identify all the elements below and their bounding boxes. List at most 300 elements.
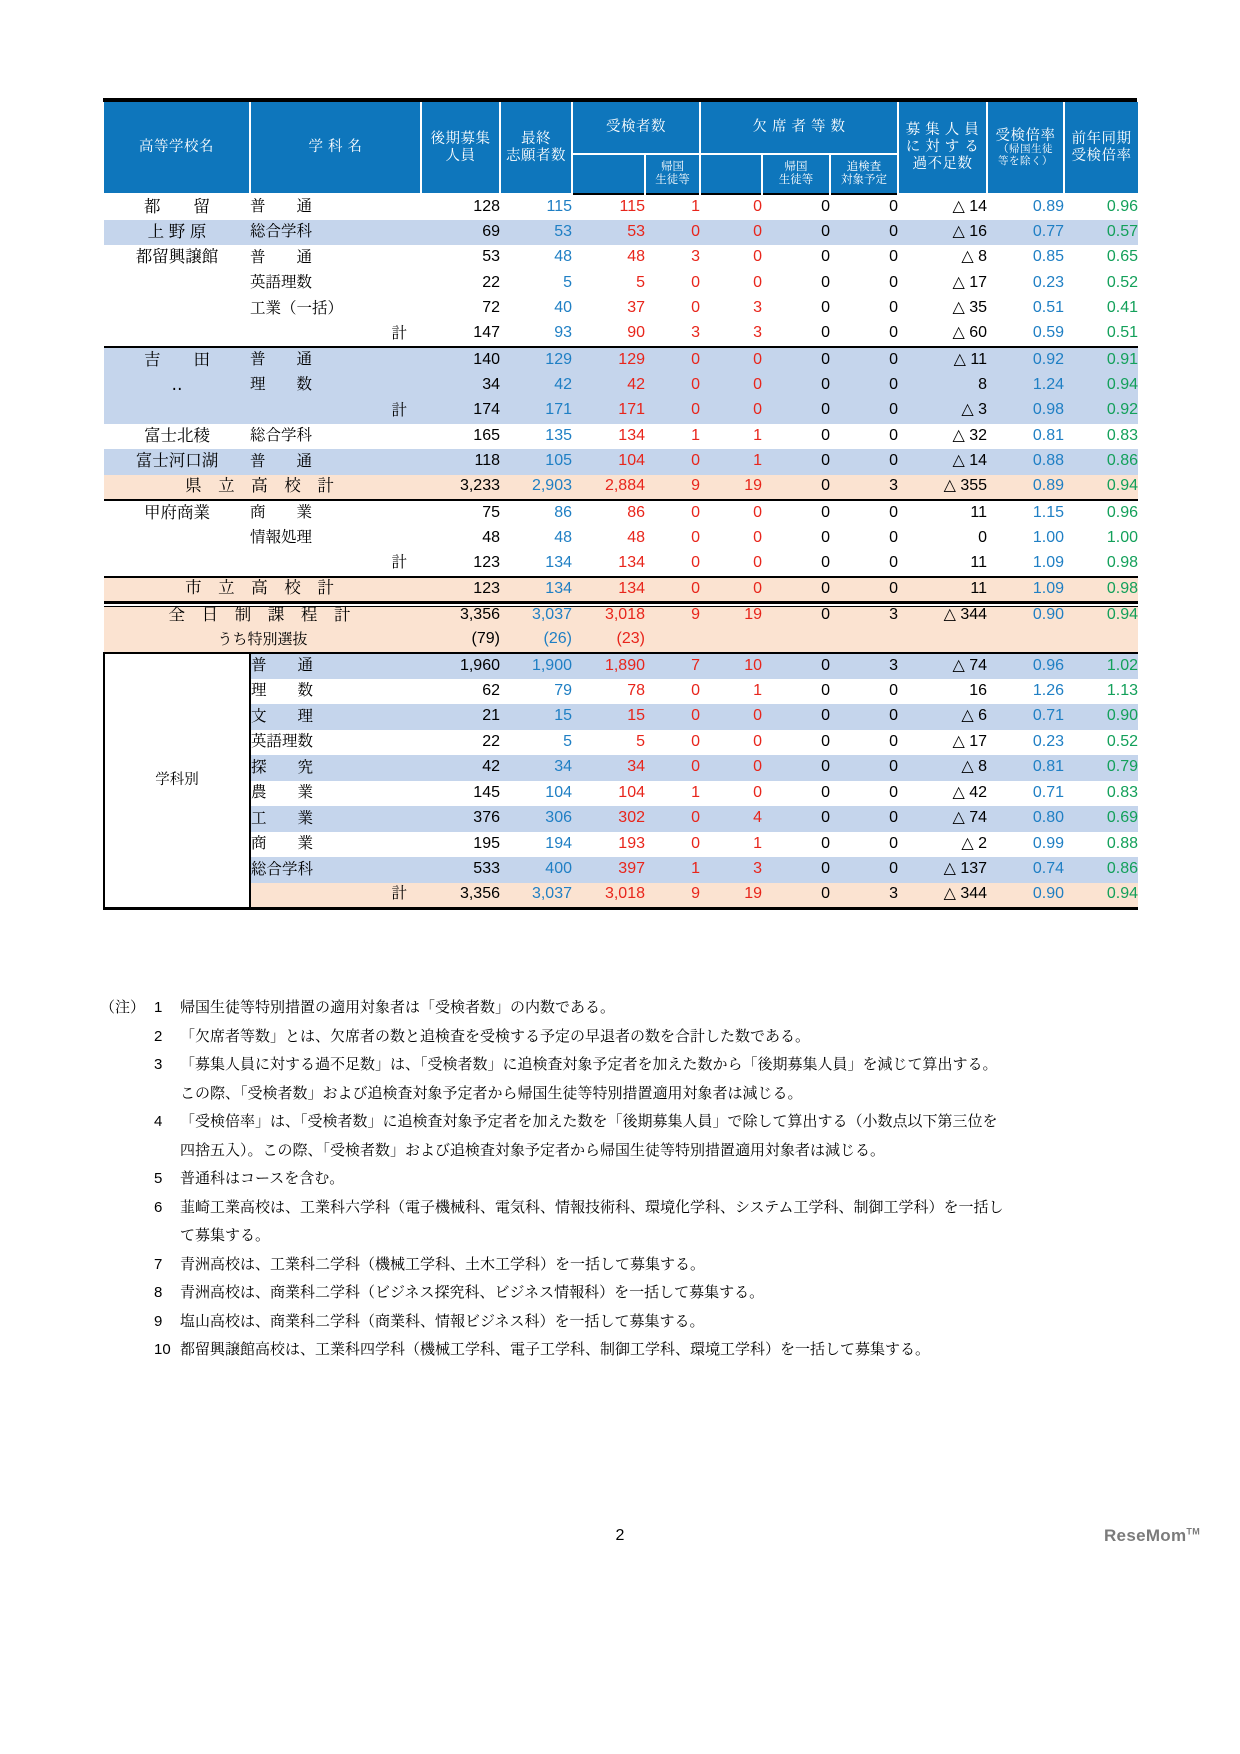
- footnote-number: 1: [154, 999, 163, 1016]
- data-value-col10: 0.86: [1064, 857, 1138, 883]
- table-bottom-rule-cell: [104, 908, 1138, 911]
- summary-value-col8: △ 344: [898, 602, 987, 628]
- table-row: [104, 679, 1138, 705]
- data-value-col1: 42: [421, 755, 500, 781]
- footnote-text: 塩山高校は、商業科二学科（商業科、情報ビジネス科）を一括して募集する。: [180, 1312, 705, 1330]
- data-value-col1: 21: [421, 704, 500, 730]
- header-capacity-line1: 後期募集: [430, 130, 491, 147]
- data-value-col9: 0.81: [987, 755, 1064, 781]
- data-value-col3: 104: [572, 781, 645, 807]
- data-value-col9: 0.23: [987, 271, 1064, 297]
- data-value-col8: △ 3: [898, 398, 987, 424]
- data-value-col2: 129: [500, 347, 572, 373]
- data-value-col7: 0: [830, 781, 898, 807]
- department-name-cell: 商 業: [250, 832, 421, 858]
- table-row: [104, 347, 1138, 373]
- data-value-col10: 0.96: [1064, 500, 1138, 526]
- header-retest-line1: 追検査: [846, 160, 882, 173]
- data-value-col4: 0: [645, 679, 700, 705]
- data-value-col5: 0: [700, 194, 762, 220]
- school-name-cell: 上 野 原: [104, 220, 250, 246]
- data-value-col9: 1.15: [987, 500, 1064, 526]
- data-value-col3: 3,018: [572, 883, 645, 909]
- summary-value-col5: 0: [700, 577, 762, 603]
- footnote-number: 7: [154, 1255, 163, 1273]
- data-value-col9: 0.96: [987, 653, 1064, 679]
- summary-value-col10: 0.94: [1064, 475, 1138, 501]
- data-value-col7: 0: [830, 245, 898, 271]
- department-name-cell: 情報処理: [250, 526, 421, 552]
- summary-value-col9: 0.89: [987, 475, 1064, 501]
- data-value-col9: 0.59: [987, 322, 1064, 348]
- data-value-col8: △ 2: [898, 832, 987, 858]
- data-value-col1: 533: [421, 857, 500, 883]
- special-selection-value-col5: [700, 628, 762, 654]
- table-row: [104, 424, 1138, 450]
- summary-value-col7: 3: [830, 475, 898, 501]
- school-name-cell: 富士北稜: [104, 424, 250, 450]
- data-value-col8: △ 8: [898, 245, 987, 271]
- summary-row-label: 県 立 高 校 計: [104, 475, 421, 501]
- summary-value-col2: 3,037: [500, 602, 572, 628]
- data-value-col10: 0.79: [1064, 755, 1138, 781]
- data-value-col7: 0: [830, 857, 898, 883]
- data-value-col3: 5: [572, 271, 645, 297]
- department-name-cell: 工 業: [250, 806, 421, 832]
- summary-value-col6: 0: [762, 577, 830, 603]
- data-value-col8: 8: [898, 373, 987, 399]
- summary-value-col1: 123: [421, 577, 500, 603]
- footnote-item: [100, 1000, 1140, 1015]
- statistics-table-container: [103, 98, 1137, 911]
- data-value-col7: 0: [830, 220, 898, 246]
- data-value-col3: 53: [572, 220, 645, 246]
- data-value-col4: 0: [645, 449, 700, 475]
- data-value-col7: 0: [830, 806, 898, 832]
- school-name-cell: 都 留: [104, 194, 250, 220]
- data-value-col2: 115: [500, 194, 572, 220]
- header-surplus-line1: 募 集 人 員: [905, 122, 980, 139]
- data-value-col6: 0: [762, 373, 830, 399]
- header-capacity: [421, 102, 500, 194]
- footnote-text: 普通科はコースを含む。: [180, 1170, 345, 1187]
- data-value-col1: 62: [421, 679, 500, 705]
- department-name-cell: 計: [250, 551, 421, 577]
- data-value-col6: 0: [762, 271, 830, 297]
- data-value-col1: 53: [421, 245, 500, 271]
- data-value-col5: 0: [700, 271, 762, 297]
- data-value-col2: 40: [500, 296, 572, 322]
- summary-value-col10: 0.98: [1064, 577, 1138, 603]
- data-value-col6: 0: [762, 296, 830, 322]
- footnote-text: 「受検倍率」は、「受検者数」に追検査対象予定者を加えた数を「後期募集人員」で除して算出する（小数点以下第三位を: [180, 1113, 998, 1130]
- header-final-applicants-line2: 志願者数: [506, 147, 566, 164]
- data-value-col3: 134: [572, 551, 645, 577]
- summary-value-col1: 3,233: [421, 475, 500, 501]
- data-value-col4: 9: [645, 883, 700, 909]
- footnote-number: 9: [154, 1312, 163, 1330]
- data-value-col5: 0: [700, 730, 762, 756]
- table-row: [104, 806, 1138, 832]
- department-name-cell: 総合学科: [250, 857, 421, 883]
- data-value-col6: 0: [762, 704, 830, 730]
- summary-value-col8: 11: [898, 577, 987, 603]
- table-row: [104, 653, 1138, 679]
- data-value-col9: 0.77: [987, 220, 1064, 246]
- data-value-col10: 0.65: [1064, 245, 1138, 271]
- data-value-col3: 90: [572, 322, 645, 348]
- data-value-col5: 0: [700, 781, 762, 807]
- data-value-col8: △ 74: [898, 806, 987, 832]
- data-value-col4: 0: [645, 220, 700, 246]
- data-value-col4: 3: [645, 245, 700, 271]
- school-name-cell: ‥: [104, 373, 250, 399]
- data-value-col10: 0.51: [1064, 322, 1138, 348]
- data-value-col7: 0: [830, 424, 898, 450]
- table-row: [104, 296, 1138, 322]
- data-value-col1: 69: [421, 220, 500, 246]
- summary-value-col4: 9: [645, 475, 700, 501]
- data-value-col2: 1,900: [500, 653, 572, 679]
- data-value-col10: 1.02: [1064, 653, 1138, 679]
- department-name-cell: 普 通: [250, 449, 421, 475]
- header-prev-year-line1: 前年同期: [1071, 130, 1132, 147]
- data-value-col1: 34: [421, 373, 500, 399]
- data-value-col1: 72: [421, 296, 500, 322]
- header-department-name: 学 科 名: [250, 102, 421, 194]
- summary-value-col2: 134: [500, 577, 572, 603]
- footnote-number: 8: [154, 1284, 163, 1301]
- data-value-col7: 0: [830, 526, 898, 552]
- data-value-col9: 1.26: [987, 679, 1064, 705]
- header-absentees-blank: [700, 154, 762, 194]
- data-value-col2: 5: [500, 271, 572, 297]
- data-value-col3: 15: [572, 704, 645, 730]
- summary-value-col4: 0: [645, 577, 700, 603]
- data-value-col9: 0.80: [987, 806, 1064, 832]
- data-value-col10: 0.94: [1064, 373, 1138, 399]
- footnote-text: 韮崎工業高校は、工業科六学科（電子機械科、電気科、情報技術科、環境化学科、システム工学科、制御工学科）を一括し: [180, 1198, 1004, 1216]
- school-name-cell: [104, 271, 250, 297]
- data-value-col6: 0: [762, 781, 830, 807]
- table-row: [104, 271, 1138, 297]
- data-value-col10: 0.52: [1064, 730, 1138, 756]
- table-bottom-rule: [104, 908, 1138, 911]
- data-value-col8: △ 14: [898, 449, 987, 475]
- data-value-col10: 0.98: [1064, 551, 1138, 577]
- footnote-number: 3: [154, 1056, 163, 1073]
- header-prev-year-ratio: [1064, 102, 1138, 194]
- special-selection-value-col6: [762, 628, 830, 654]
- data-value-col5: 10: [700, 653, 762, 679]
- data-value-col9: 0.99: [987, 832, 1064, 858]
- table-row: [104, 628, 1138, 654]
- data-value-col3: 193: [572, 832, 645, 858]
- data-value-col3: 5: [572, 730, 645, 756]
- data-value-col6: 0: [762, 653, 830, 679]
- data-value-col8: 11: [898, 500, 987, 526]
- department-name-cell: 総合学科: [250, 424, 421, 450]
- special-selection-value-col10: [1064, 628, 1138, 654]
- table-row: [104, 526, 1138, 552]
- summary-value-col10: 0.94: [1064, 602, 1138, 628]
- data-value-col10: 0.86: [1064, 449, 1138, 475]
- page-number: 2: [615, 1527, 625, 1544]
- school-name-cell: [104, 551, 250, 577]
- header-surplus-line3: 過不足数: [912, 155, 973, 172]
- data-value-col4: 0: [645, 551, 700, 577]
- special-selection-value-col7: [830, 628, 898, 654]
- brand-tm: TM: [1186, 1526, 1200, 1537]
- department-name-cell: 文 理: [250, 704, 421, 730]
- data-value-col2: 135: [500, 424, 572, 450]
- data-value-col8: △ 42: [898, 781, 987, 807]
- data-value-col1: 48: [421, 526, 500, 552]
- footnote-text: 「募集人員に対する過不足数」は、「受検者数」に追検査対象予定者を加えた数から「後期募集人員」を減じて算出する。: [180, 1056, 998, 1073]
- department-name-cell: 普 通: [250, 194, 421, 220]
- data-value-col5: 0: [700, 347, 762, 373]
- data-value-col9: 0.23: [987, 730, 1064, 756]
- data-value-col3: 1,890: [572, 653, 645, 679]
- data-value-col5: 1: [700, 449, 762, 475]
- data-value-col1: 165: [421, 424, 500, 450]
- summary-value-col6: 0: [762, 602, 830, 628]
- summary-value-col3: 2,884: [572, 475, 645, 501]
- summary-row-label: 市 立 高 校 計: [104, 577, 421, 603]
- footnote-item: [100, 1285, 1140, 1300]
- data-value-col5: 0: [700, 373, 762, 399]
- data-value-col7: 0: [830, 679, 898, 705]
- data-value-col1: 22: [421, 730, 500, 756]
- header-examinees-returnee-line1: 帰国: [661, 160, 684, 173]
- data-value-col10: 1.13: [1064, 679, 1138, 705]
- table-row: [104, 245, 1138, 271]
- department-name-cell: 商 業: [250, 500, 421, 526]
- data-value-col7: 0: [830, 398, 898, 424]
- table-header: [104, 102, 1138, 194]
- data-value-col1: 147: [421, 322, 500, 348]
- department-name-cell: 理 数: [250, 679, 421, 705]
- data-value-col6: 0: [762, 398, 830, 424]
- footnote-item: [100, 1200, 1140, 1215]
- data-value-col4: 3: [645, 322, 700, 348]
- footnote-number: 6: [154, 1198, 163, 1216]
- data-value-col2: 105: [500, 449, 572, 475]
- data-value-col5: 3: [700, 296, 762, 322]
- data-value-col4: 1: [645, 194, 700, 220]
- data-value-col10: 0.92: [1064, 398, 1138, 424]
- data-value-col1: 128: [421, 194, 500, 220]
- data-value-col9: 1.00: [987, 526, 1064, 552]
- table-row: [104, 781, 1138, 807]
- data-value-col2: 48: [500, 245, 572, 271]
- data-value-col6: 0: [762, 806, 830, 832]
- data-value-col10: 0.83: [1064, 781, 1138, 807]
- data-value-col2: 53: [500, 220, 572, 246]
- data-value-col6: 0: [762, 347, 830, 373]
- header-absentees-returnee: [762, 154, 830, 194]
- data-value-col4: 0: [645, 347, 700, 373]
- data-value-col10: 0.52: [1064, 271, 1138, 297]
- school-name-cell: 甲府商業: [104, 500, 250, 526]
- data-value-col5: 0: [700, 245, 762, 271]
- data-value-col5: 1: [700, 679, 762, 705]
- table-row: [104, 577, 1138, 603]
- data-value-col3: 78: [572, 679, 645, 705]
- data-value-col8: 11: [898, 551, 987, 577]
- data-value-col6: 0: [762, 730, 830, 756]
- brand-text: ReseMom: [1103, 1526, 1187, 1545]
- summary-value-col1: 3,356: [421, 602, 500, 628]
- header-surplus-shortage: [898, 102, 987, 194]
- data-value-col7: 0: [830, 296, 898, 322]
- data-value-col3: 37: [572, 296, 645, 322]
- table-row: [104, 194, 1138, 220]
- header-exam-ratio-main: 受検倍率: [995, 127, 1056, 144]
- data-value-col5: 1: [700, 832, 762, 858]
- data-value-col2: 34: [500, 755, 572, 781]
- data-value-col2: 104: [500, 781, 572, 807]
- summary-value-col8: △ 355: [898, 475, 987, 501]
- special-selection-value-col3: (23): [572, 628, 645, 654]
- header-absentees-group: 欠 席 者 等 数: [700, 102, 898, 154]
- data-value-col4: 1: [645, 781, 700, 807]
- data-value-col3: 48: [572, 526, 645, 552]
- data-value-col4: 0: [645, 730, 700, 756]
- data-value-col6: 0: [762, 220, 830, 246]
- header-retest-line2: 対象予定: [841, 174, 887, 186]
- summary-value-col7: 3: [830, 602, 898, 628]
- header-examinees-blank: [572, 154, 645, 194]
- data-value-col8: △ 17: [898, 271, 987, 297]
- table-row: [104, 755, 1138, 781]
- data-value-col8: △ 60: [898, 322, 987, 348]
- data-value-col8: △ 74: [898, 653, 987, 679]
- data-value-col3: 42: [572, 373, 645, 399]
- data-value-col2: 3,037: [500, 883, 572, 909]
- table-row: [104, 398, 1138, 424]
- data-value-col6: 0: [762, 526, 830, 552]
- table-row: [104, 220, 1138, 246]
- summary-value-col4: 9: [645, 602, 700, 628]
- footnote-text: 青洲高校は、商業科二学科（ビジネス探究科、ビジネス情報科）を一括して募集する。: [180, 1284, 765, 1301]
- data-value-col6: 0: [762, 679, 830, 705]
- footnote-item: [100, 1342, 1140, 1357]
- header-school-name: 高等学校名: [104, 102, 250, 194]
- department-name-cell: 普 通: [250, 245, 421, 271]
- data-value-col1: 376: [421, 806, 500, 832]
- data-value-col2: 194: [500, 832, 572, 858]
- summary-value-col3: 3,018: [572, 602, 645, 628]
- data-value-col2: 15: [500, 704, 572, 730]
- data-value-col6: 0: [762, 755, 830, 781]
- footnote-text: 「欠席者等数」とは、欠席者の数と追検査を受検する予定の早退者の数を合計した数である。: [180, 1027, 811, 1045]
- data-value-col10: 0.41: [1064, 296, 1138, 322]
- data-value-col4: 0: [645, 271, 700, 297]
- summary-value-col2: 2,903: [500, 475, 572, 501]
- data-value-col7: 0: [830, 194, 898, 220]
- data-value-col9: 0.71: [987, 781, 1064, 807]
- data-value-col7: 0: [830, 322, 898, 348]
- data-value-col3: 34: [572, 755, 645, 781]
- data-value-col8: △ 17: [898, 730, 987, 756]
- data-value-col9: 0.88: [987, 449, 1064, 475]
- data-value-col6: 0: [762, 194, 830, 220]
- data-value-col2: 400: [500, 857, 572, 883]
- department-name-cell: 普 通: [250, 653, 421, 679]
- data-value-col7: 0: [830, 500, 898, 526]
- data-value-col2: 5: [500, 730, 572, 756]
- special-selection-label: うち特別選抜: [104, 628, 421, 654]
- data-value-col4: 0: [645, 704, 700, 730]
- header-capacity-line2: 人員: [445, 147, 476, 164]
- data-value-col3: 134: [572, 424, 645, 450]
- data-value-col6: 0: [762, 449, 830, 475]
- data-value-col1: 75: [421, 500, 500, 526]
- data-value-col4: 0: [645, 755, 700, 781]
- footnote-number: 5: [154, 1170, 163, 1187]
- data-value-col4: 0: [645, 296, 700, 322]
- data-value-col5: 0: [700, 704, 762, 730]
- data-value-col9: 0.51: [987, 296, 1064, 322]
- data-value-col10: 0.69: [1064, 806, 1138, 832]
- footnote-number: 4: [154, 1113, 163, 1130]
- data-value-col1: 22: [421, 271, 500, 297]
- data-value-col10: 0.57: [1064, 220, 1138, 246]
- data-value-col1: 174: [421, 398, 500, 424]
- data-value-col8: △ 137: [898, 857, 987, 883]
- department-name-cell: 計: [250, 322, 421, 348]
- summary-value-col5: 19: [700, 602, 762, 628]
- data-value-col10: 0.94: [1064, 883, 1138, 909]
- data-value-col5: 0: [700, 500, 762, 526]
- data-value-col8: 16: [898, 679, 987, 705]
- department-name-cell: 農 業: [250, 781, 421, 807]
- summary-value-col3: 134: [572, 577, 645, 603]
- footnote-item: [100, 1228, 1140, 1243]
- table-row: [104, 373, 1138, 399]
- header-exam-ratio-sub1: （帰国生徒: [998, 143, 1054, 156]
- header-surplus-line2: に 対 す る: [905, 139, 980, 156]
- department-name-cell: 探 究: [250, 755, 421, 781]
- data-value-col3: 397: [572, 857, 645, 883]
- statistics-table: [103, 102, 1138, 911]
- department-name-cell: 工業（一括）: [250, 296, 421, 322]
- data-value-col10: 0.88: [1064, 832, 1138, 858]
- summary-value-col7: 0: [830, 577, 898, 603]
- data-value-col8: △ 35: [898, 296, 987, 322]
- table-row: [104, 730, 1138, 756]
- header-exam-ratio-sub2: 等を除く）: [998, 154, 1054, 167]
- school-name-cell: [104, 322, 250, 348]
- data-value-col1: 140: [421, 347, 500, 373]
- data-value-col8: △ 6: [898, 704, 987, 730]
- data-value-col6: 0: [762, 322, 830, 348]
- department-name-cell: 総合学科: [250, 220, 421, 246]
- footnote-text: 四捨五入）。この際、「受検者数」および追検査対象予定者から帰国生徒等特別措置適用対象者は減じる。: [180, 1141, 886, 1159]
- header-retest-planned: [830, 154, 898, 194]
- table-row: [104, 602, 1138, 628]
- data-value-col1: 1,960: [421, 653, 500, 679]
- school-name-cell: [104, 398, 250, 424]
- data-value-col6: 0: [762, 832, 830, 858]
- data-value-col3: 302: [572, 806, 645, 832]
- data-value-col7: 0: [830, 551, 898, 577]
- summary-value-col9: 1.09: [987, 577, 1064, 603]
- data-value-col8: △ 8: [898, 755, 987, 781]
- data-value-col4: 0: [645, 832, 700, 858]
- data-value-col1: 195: [421, 832, 500, 858]
